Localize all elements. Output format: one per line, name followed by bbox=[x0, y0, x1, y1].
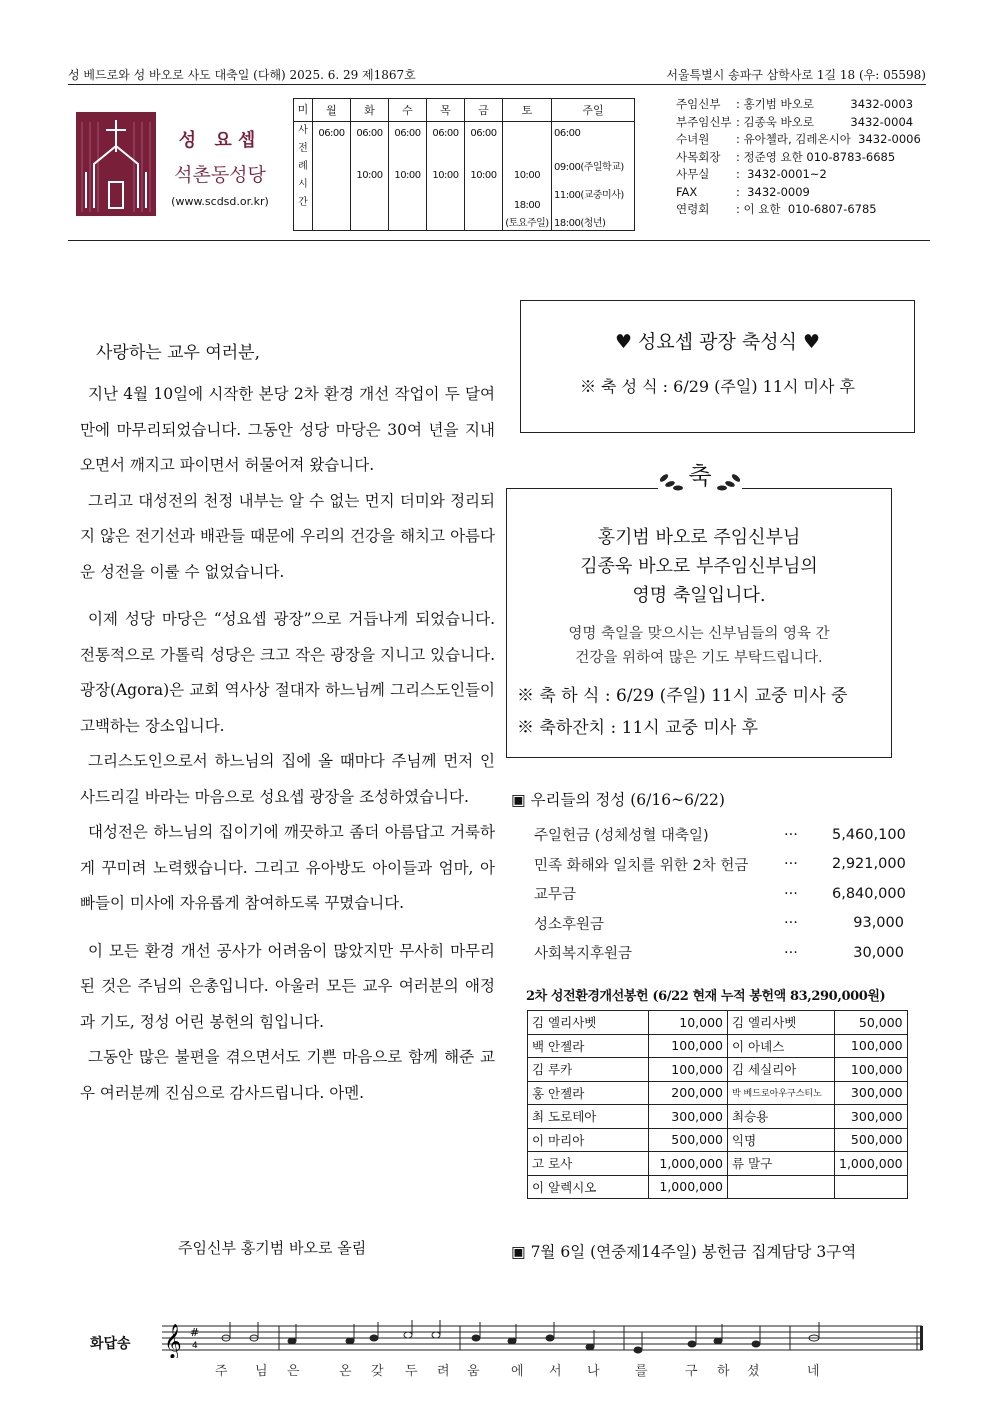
day-header: 주일 bbox=[552, 99, 635, 122]
letter-paragraph: 지난 4월 10일에 시작한 본당 2차 환경 개선 작업이 두 달여 만에 마무리되었습니다. 그동안 성당 마당은 30여 년을 지내오면서 깨지고 파이면서 허물어져 왔습니다. bbox=[80, 385, 495, 474]
issue-header bbox=[68, 66, 926, 83]
day-header: 토 bbox=[503, 99, 552, 122]
donor-amount: 1,000,000 bbox=[835, 1152, 908, 1176]
mass-time: 10:00 bbox=[432, 170, 459, 181]
donor-amount: 100,000 bbox=[649, 1058, 728, 1082]
day-header: 수 bbox=[389, 99, 427, 122]
donor-amount bbox=[835, 1175, 908, 1199]
contact-row bbox=[676, 184, 921, 202]
donor-name: 최 도로테아 bbox=[528, 1105, 649, 1129]
donor-amount: 1,000,000 bbox=[649, 1175, 728, 1199]
offering-row bbox=[534, 938, 904, 968]
letter-paragraph: 그리고 대성전의 천정 내부는 알 수 없는 먼지 더미와 정리되지 않은 전기선과 배관들 때문에 우리의 건강을 해치고 아름다운 성전을 이룰 수 없었습니다. bbox=[80, 491, 495, 581]
donor-amount: 100,000 bbox=[835, 1058, 908, 1082]
plaza-blessing-box bbox=[520, 300, 915, 433]
day-header: 화 bbox=[351, 99, 389, 122]
contact-value: : 3432-0001~2 bbox=[736, 167, 827, 181]
offering-label: 주일헌금 (성체성혈 대축일) bbox=[534, 828, 709, 845]
contact-row bbox=[676, 201, 921, 219]
mass-time: 10:00 bbox=[356, 170, 383, 181]
donation-row bbox=[528, 1175, 908, 1199]
offering-dots: ··· bbox=[784, 944, 798, 961]
side-label-col bbox=[294, 122, 313, 231]
contact-row bbox=[676, 114, 921, 132]
offerings-title: ▣ 우리들의 정성 (6/16~6/22) bbox=[511, 791, 725, 809]
offering-label: 교무금 bbox=[534, 887, 577, 904]
contact-value: : 3432-0009 bbox=[736, 184, 810, 199]
lyric-syllable: 은 bbox=[287, 1364, 300, 1379]
header-divider bbox=[68, 84, 926, 85]
church-name-block bbox=[160, 126, 280, 208]
offering-amount: 5,460,100 bbox=[832, 826, 906, 843]
tue-times bbox=[351, 122, 389, 231]
donor-amount: 100,000 bbox=[649, 1034, 728, 1058]
donation-row bbox=[528, 1034, 908, 1058]
church-name-2: 석촌동성당 bbox=[174, 164, 266, 186]
contact-row bbox=[676, 96, 921, 114]
side-label: 사 bbox=[298, 125, 308, 136]
mass-time: 10:00 bbox=[513, 170, 541, 181]
lyric-syllable: 를 bbox=[635, 1364, 648, 1379]
church-url: (www.scdsd.or.kr) bbox=[171, 195, 269, 208]
lyric-syllable: 하 bbox=[717, 1364, 730, 1379]
pastor-letter bbox=[80, 338, 495, 1111]
offering-dots: ··· bbox=[784, 915, 798, 932]
contact-key: 사목회장 bbox=[676, 149, 721, 164]
letter-paragraph: 이제 성당 마당은 “성요셉 광장”으로 거듭나게 되었습니다. 전통적으로 가톨릭 성당은 크고 작은 광장을 지니고 있습니다. 광장(Agora)은 교회 역사상 절대자 하느님께 그리스도인들이 고백하는 장소입니다. bbox=[80, 610, 495, 735]
offering-amount: 2,921,000 bbox=[832, 856, 906, 873]
contact-key: FAX bbox=[676, 184, 698, 199]
sat-times bbox=[503, 122, 552, 231]
lyric-syllable: 려 bbox=[437, 1364, 450, 1379]
wed-times bbox=[389, 122, 427, 231]
psalm-label: 화답송 bbox=[90, 1336, 131, 1352]
donation-row bbox=[528, 1081, 908, 1105]
feast-line: 홍기범 바오로 주임신부님 bbox=[597, 527, 801, 548]
feast-desc: 건강을 위하여 많은 기도 부탁드립니다. bbox=[575, 650, 823, 666]
donor-name: 이 아녜스 bbox=[728, 1034, 835, 1058]
lyric-syllable: 님 bbox=[255, 1364, 268, 1379]
lyric-syllable: 두 bbox=[405, 1364, 418, 1379]
letter-paragraph: 그리스도인으로서 하느님의 집에 올 때마다 주님께 먼저 인사드리길 바라는 마음으로 성요셉 광장을 조성하였습니다. bbox=[80, 752, 495, 806]
donor-name: 홍 안젤라 bbox=[528, 1081, 649, 1105]
church-logo bbox=[76, 112, 156, 216]
offering-label: 성소후원금 bbox=[534, 916, 605, 933]
donor-amount: 300,000 bbox=[649, 1105, 728, 1129]
contact-key: 부주임신부 bbox=[676, 114, 732, 129]
mass-time: 10:00 bbox=[470, 170, 497, 181]
lyric-syllable: 구 bbox=[685, 1364, 698, 1379]
lyric-syllable: 에 bbox=[511, 1364, 524, 1379]
offering-amount: 30,000 bbox=[853, 944, 904, 961]
mass-time: 06:00 bbox=[432, 128, 459, 139]
donation-row bbox=[528, 1011, 908, 1035]
header-bottom-divider bbox=[68, 240, 930, 241]
feast-desc: 영명 축일을 맞으시는 신부님들의 영육 간 bbox=[568, 626, 830, 642]
mass-time: 06:00 bbox=[356, 128, 383, 139]
donation-row bbox=[528, 1105, 908, 1129]
offering-row bbox=[534, 820, 904, 850]
donor-name: 김 엘리사벳 bbox=[728, 1011, 835, 1035]
day-header: 월 bbox=[313, 99, 351, 122]
offering-label: 민족 화해와 일치를 위한 2차 헌금 bbox=[534, 857, 749, 874]
contact-value: : 정준영 요한 010-8783-6685 bbox=[736, 149, 896, 164]
donor-name: 이 마리아 bbox=[528, 1128, 649, 1152]
svg-text:4: 4 bbox=[192, 1341, 198, 1351]
laurel-text: 축 bbox=[688, 462, 712, 490]
donor-name: 고 로사 bbox=[528, 1152, 649, 1176]
mass-time: 18:00 bbox=[513, 200, 541, 211]
staff-notation-icon bbox=[162, 1318, 932, 1358]
donor-name: 김 세실리아 bbox=[728, 1058, 835, 1082]
offering-amount: 93,000 bbox=[853, 915, 904, 932]
church-address: 서울특별시 송파구 삼학사로 1길 18 (우: 05598) bbox=[666, 68, 926, 82]
donor-name: 백 안젤라 bbox=[528, 1034, 649, 1058]
mass-time: 06:00 bbox=[554, 128, 581, 139]
mass-time-note: (토요주일) bbox=[505, 218, 549, 229]
mass-time: 06:00 bbox=[318, 128, 345, 139]
feast-day-box bbox=[506, 488, 892, 758]
lyric-syllable: 온 bbox=[339, 1364, 352, 1379]
donation-row bbox=[528, 1128, 908, 1152]
offerings-list bbox=[534, 820, 904, 968]
mass-time: 18:00(청년) bbox=[554, 218, 606, 229]
letter-greeting: 사랑하는 교우 여러분, bbox=[96, 343, 261, 363]
thu-times bbox=[427, 122, 465, 231]
letter-paragraph: 그동안 많은 불편을 겪으면서도 기쁜 마음으로 함께 해준 교우 여러분께 진심으로 감사드립니다. 아멘. bbox=[80, 1048, 495, 1102]
contact-value: : 이 요한 010-6807-6785 bbox=[736, 202, 877, 216]
church-logo-icon bbox=[76, 112, 156, 216]
contact-value: : 김종욱 바오로 3432-0004 bbox=[736, 114, 914, 129]
music-staff bbox=[162, 1318, 932, 1358]
donor-name: 박 베드로아우구스티노 bbox=[728, 1081, 835, 1105]
mass-time: 09:00(주일학교) bbox=[554, 162, 624, 173]
laurel-emblem bbox=[650, 456, 750, 496]
contact-key: 연령회 bbox=[676, 202, 710, 216]
offering-label: 사회복지후원금 bbox=[534, 946, 633, 963]
plaza-blessing-time: ※ 축 성 식 : 6/29 (주일) 11시 미사 후 bbox=[579, 377, 856, 396]
mass-time: 06:00 bbox=[470, 128, 497, 139]
donor-name: 김 엘리사벳 bbox=[528, 1011, 649, 1035]
day-header: 금 bbox=[465, 99, 503, 122]
sun-times bbox=[552, 122, 635, 231]
mon-times bbox=[313, 122, 351, 231]
letter-paragraph: 이 모든 환경 개선 공사가 어려움이 많았지만 무사히 마무리된 것은 주님의 은총입니다. 아울러 모든 교우 여러분의 애정과 기도, 정성 어린 봉헌의 힘입니다. bbox=[80, 941, 495, 1031]
offering-row bbox=[534, 909, 904, 939]
lyric-syllable: 갖 bbox=[371, 1364, 384, 1379]
feast-line: 김종욱 바오로 부주임신부님의 bbox=[580, 556, 818, 577]
offering-dots: ··· bbox=[784, 856, 798, 873]
donor-name: 최승용 bbox=[728, 1105, 835, 1129]
side-label: 전 bbox=[298, 143, 308, 154]
mass-time: 06:00 bbox=[394, 128, 421, 139]
donor-amount: 100,000 bbox=[835, 1034, 908, 1058]
letter-signature: 주임신부 홍기범 바오로 올림 bbox=[178, 1239, 367, 1257]
day-header: 목 bbox=[427, 99, 465, 122]
collection-notice: ▣ 7월 6일 (연중제14주일) 봉헌금 집계담당 3구역 bbox=[511, 1243, 857, 1261]
donor-amount: 300,000 bbox=[835, 1081, 908, 1105]
offering-dots: ··· bbox=[784, 826, 798, 843]
side-label: 미 bbox=[294, 99, 313, 122]
offering-row bbox=[534, 850, 904, 880]
contact-key: 주임신부 bbox=[676, 97, 721, 111]
offering-amount: 6,840,000 bbox=[832, 885, 906, 902]
mass-schedule-table bbox=[293, 98, 635, 231]
donor-amount: 1,000,000 bbox=[649, 1152, 728, 1176]
contact-row bbox=[676, 131, 921, 149]
svg-text:#: # bbox=[190, 1326, 200, 1339]
donation-table bbox=[527, 1010, 908, 1199]
feast-event: ※ 축하잔치 : 11시 교중 미사 후 bbox=[517, 718, 759, 738]
lyric-syllable: 셨 bbox=[747, 1364, 760, 1379]
contact-key: 수녀원 bbox=[676, 132, 710, 146]
lyric-syllable: 서 bbox=[549, 1364, 562, 1379]
donor-amount: 10,000 bbox=[649, 1011, 728, 1035]
mass-time: 10:00 bbox=[394, 170, 421, 181]
offering-row bbox=[534, 879, 904, 909]
donor-name: 익명 bbox=[728, 1128, 835, 1152]
donation-title: 2차 성전환경개선봉헌 (6/22 현재 누적 봉헌액 83,290,000원) bbox=[526, 989, 886, 1004]
lyric-syllable: 주 bbox=[215, 1364, 228, 1379]
contact-list bbox=[676, 96, 921, 219]
lyric-syllable: 네 bbox=[807, 1364, 820, 1379]
contact-value: : 유아첼라, 김레온시아 3432-0006 bbox=[736, 132, 921, 146]
donor-name: 김 루카 bbox=[528, 1058, 649, 1082]
issue-info: 성 베드로와 성 바오로 사도 대축일 (다해) 2025. 6. 29 제1867호 bbox=[68, 68, 416, 82]
donor-name bbox=[728, 1175, 835, 1199]
church-name-1: 성 요셉 bbox=[178, 130, 262, 151]
side-label: 시 bbox=[298, 179, 308, 190]
donation-row bbox=[528, 1152, 908, 1176]
fri-times bbox=[465, 122, 503, 231]
feast-event: ※ 축 하 식 : 6/29 (주일) 11시 교중 미사 중 bbox=[517, 686, 848, 706]
letter-paragraph: 대성전은 하느님의 집이기에 깨끗하고 좀더 아름답고 거룩하게 꾸미려 노력했습니다. 그리고 유아방도 아이들과 엄마, 아빠들이 미사에 자유롭게 참여하도록 꾸몄습니다. bbox=[80, 823, 495, 912]
donor-name: 이 알렉시오 bbox=[528, 1175, 649, 1199]
svg-text:𝄞: 𝄞 bbox=[164, 1324, 182, 1358]
donor-amount: 50,000 bbox=[835, 1011, 908, 1035]
mass-time: 11:00(교중미사) bbox=[554, 190, 624, 201]
contact-value: : 홍기범 바오로 3432-0003 bbox=[736, 97, 914, 111]
contact-row bbox=[676, 166, 921, 184]
donation-row bbox=[528, 1058, 908, 1082]
plaza-blessing-title: ♥ 성요셉 광장 축성식 ♥ bbox=[614, 331, 821, 353]
donor-amount: 500,000 bbox=[835, 1128, 908, 1152]
side-label: 간 bbox=[298, 197, 308, 208]
donor-name: 류 말구 bbox=[728, 1152, 835, 1176]
donor-amount: 200,000 bbox=[649, 1081, 728, 1105]
contact-key: 사무실 bbox=[676, 167, 710, 181]
lyric-syllable: 움 bbox=[467, 1364, 480, 1379]
feast-line: 영명 축일입니다. bbox=[632, 585, 766, 606]
side-label: 례 bbox=[298, 161, 308, 172]
donor-amount: 500,000 bbox=[649, 1128, 728, 1152]
contact-row bbox=[676, 149, 921, 167]
donor-amount: 300,000 bbox=[835, 1105, 908, 1129]
offering-dots: ··· bbox=[784, 885, 798, 902]
lyric-syllable: 나 bbox=[587, 1364, 600, 1379]
